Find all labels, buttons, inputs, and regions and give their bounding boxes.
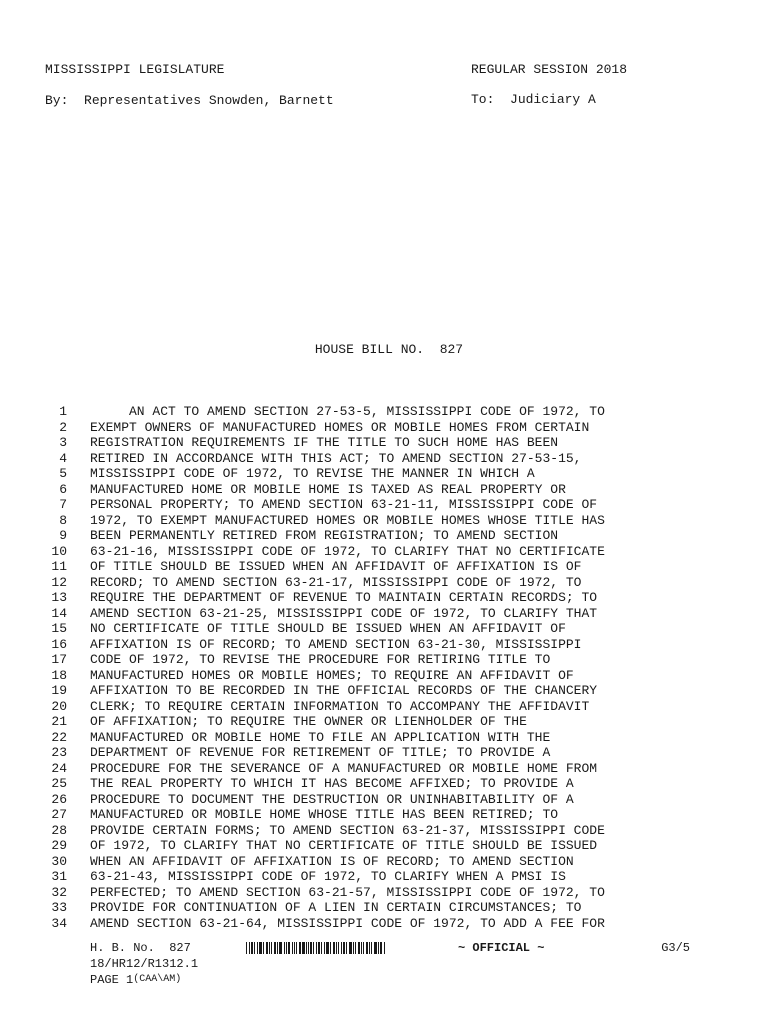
line-number: 22 xyxy=(51,729,67,745)
line-text: OF TITLE SHOULD BE ISSUED WHEN AN AFFIDAVIT OF AFFIXATION IS OF xyxy=(90,559,582,574)
line-number: 10 xyxy=(51,543,67,559)
line-number: 1 xyxy=(59,404,67,419)
bill-line xyxy=(40,420,740,436)
line-text: MANUFACTURED HOMES OR MOBILE HOMES; TO REQUIRE AN AFFIDAVIT OF xyxy=(90,667,574,683)
bill-line xyxy=(40,916,740,932)
bill-line xyxy=(40,451,740,467)
bill-text xyxy=(40,404,740,931)
line-number: 28 xyxy=(51,822,67,838)
line-number: 5 xyxy=(59,466,67,481)
line-text: OF AFFIXATION; TO REQUIRE THE OWNER OR LIENHOLDER OF THE xyxy=(90,714,527,729)
drafter-code: (CAA\AM) xyxy=(133,974,182,985)
line-text: 63-21-16, MISSISSIPPI CODE OF 1972, TO CLARIFY THAT NO CERTIFICATE xyxy=(90,543,605,559)
line-number: 23 xyxy=(51,745,67,760)
session-label: REGULAR SESSION 2018 xyxy=(471,62,628,77)
line-number: 33 xyxy=(51,900,67,915)
bill-line xyxy=(40,838,740,854)
bill-line xyxy=(40,683,740,699)
footer-bill-number: H. B. No. 827 xyxy=(90,941,191,955)
line-text: EXEMPT OWNERS OF MANUFACTURED HOMES OR MOBILE HOMES FROM CERTAIN xyxy=(90,419,590,435)
line-text: RECORD; TO AMEND SECTION 63-21-17, MISSISSIPPI CODE OF 1972, TO xyxy=(90,574,582,590)
page-label: PAGE 1 xyxy=(90,973,134,987)
barcode-icon xyxy=(246,942,386,954)
bill-line xyxy=(40,621,740,637)
bill-line xyxy=(40,869,740,885)
line-number: 15 xyxy=(51,621,67,636)
to-label: To: xyxy=(471,92,495,107)
bill-line xyxy=(40,792,740,808)
line-text: BEEN PERMANENTLY RETIRED FROM REGISTRATION; TO AMEND SECTION xyxy=(90,528,559,543)
bill-line xyxy=(40,652,740,668)
line-number: 26 xyxy=(51,791,67,807)
document-code: 18/HR12/R1312.1 xyxy=(90,957,199,971)
committee-line xyxy=(471,92,596,108)
line-text: REQUIRE THE DEPARTMENT OF REVENUE TO MAINTAIN CERTAIN RECORDS; TO xyxy=(90,590,598,605)
line-number: 4 xyxy=(59,450,67,466)
line-text: REGISTRATION REQUIREMENTS IF THE TITLE TO SUCH HOME HAS BEEN xyxy=(90,435,559,450)
line-text: PROVIDE CERTAIN FORMS; TO AMEND SECTION 63-21-37, MISSISSIPPI CODE xyxy=(90,822,605,838)
committee: Judiciary A xyxy=(510,92,596,107)
line-number: 14 xyxy=(51,605,67,621)
bill-line xyxy=(40,466,740,482)
line-number: 30 xyxy=(51,853,67,869)
legislature-label: MISSISSIPPI LEGISLATURE xyxy=(45,62,225,77)
bill-title: HOUSE BILL NO. 827 xyxy=(314,342,464,357)
line-text: AFFIXATION IS OF RECORD; TO AMEND SECTION 63-21-30, MISSISSIPPI xyxy=(90,636,582,652)
line-text: PROVIDE FOR CONTINUATION OF A LIEN IN CERTAIN CIRCUMSTANCES; TO xyxy=(90,900,582,915)
bill-line xyxy=(40,761,740,777)
line-text: MANUFACTURED OR MOBILE HOME WHOSE TITLE HAS BEEN RETIRED; TO xyxy=(90,807,559,822)
line-number: 29 xyxy=(51,838,67,853)
bill-line xyxy=(40,668,740,684)
bill-line xyxy=(40,900,740,916)
line-text: 63-21-43, MISSISSIPPI CODE OF 1972, TO CLARIFY WHEN A PMSI IS xyxy=(90,869,566,884)
line-number: 31 xyxy=(51,869,67,884)
line-number: 21 xyxy=(51,714,67,729)
bill-line xyxy=(40,544,740,560)
bill-line xyxy=(40,559,740,575)
bill-line xyxy=(40,435,740,451)
line-text: DEPARTMENT OF REVENUE FOR RETIREMENT OF TITLE; TO PROVIDE A xyxy=(90,745,551,760)
bill-line xyxy=(40,606,740,622)
line-number: 7 xyxy=(59,497,67,512)
sponsors-line xyxy=(45,93,334,109)
page-footer xyxy=(90,940,690,988)
bill-line xyxy=(40,575,740,591)
line-text: THE REAL PROPERTY TO WHICH IT HAS BECOME AFFIXED; TO PROVIDE A xyxy=(90,776,574,791)
line-number: 3 xyxy=(59,435,67,450)
line-number: 17 xyxy=(51,652,67,667)
line-number: 2 xyxy=(59,419,67,435)
bill-line xyxy=(40,730,740,746)
bill-line xyxy=(40,637,740,653)
bill-line xyxy=(40,699,740,715)
line-text: AMEND SECTION 63-21-25, MISSISSIPPI CODE OF 1972, TO CLARIFY THAT xyxy=(90,605,598,621)
line-text: MANUFACTURED HOME OR MOBILE HOME IS TAXED AS REAL PROPERTY OR xyxy=(90,481,566,497)
bill-line xyxy=(40,482,740,498)
line-text: AFFIXATION TO BE RECORDED IN THE OFFICIAL RECORDS OF THE CHANCERY xyxy=(90,683,598,698)
line-number: 25 xyxy=(51,776,67,791)
line-number: 34 xyxy=(51,915,67,931)
line-text: PERSONAL PROPERTY; TO AMEND SECTION 63-21-11, MISSISSIPPI CODE OF xyxy=(90,497,598,512)
bill-line xyxy=(40,854,740,870)
bill-line xyxy=(40,885,740,901)
line-text: PROCEDURE TO DOCUMENT THE DESTRUCTION OR UNINHABITABILITY OF A xyxy=(90,791,574,807)
line-number: 24 xyxy=(51,760,67,776)
line-number: 32 xyxy=(51,884,67,900)
bill-line xyxy=(40,776,740,792)
line-text: AN ACT TO AMEND SECTION 27-53-5, MISSISSIPPI CODE OF 1972, TO xyxy=(90,404,605,419)
bill-line xyxy=(40,528,740,544)
line-number: 13 xyxy=(51,590,67,605)
bill-line xyxy=(40,590,740,606)
line-text: 1972, TO EXEMPT MANUFACTURED HOMES OR MOBILE HOMES WHOSE TITLE HAS xyxy=(90,512,605,528)
bill-line xyxy=(40,404,740,420)
line-text: RETIRED IN ACCORDANCE WITH THIS ACT; TO AMEND SECTION 27-53-15, xyxy=(90,450,582,466)
bill-line xyxy=(40,497,740,513)
bill-line xyxy=(40,513,740,529)
bill-line xyxy=(40,823,740,839)
line-text: OF 1972, TO CLARIFY THAT NO CERTIFICATE OF TITLE SHOULD BE ISSUED xyxy=(90,838,598,853)
line-number: 6 xyxy=(59,481,67,497)
by-label: By: xyxy=(45,93,69,108)
line-text: PERFECTED; TO AMEND SECTION 63-21-57, MISSISSIPPI CODE OF 1972, TO xyxy=(90,884,605,900)
line-text: WHEN AN AFFIDAVIT OF AFFIXATION IS OF RECORD; TO AMEND SECTION xyxy=(90,853,574,869)
line-text: PROCEDURE FOR THE SEVERANCE OF A MANUFACTURED OR MOBILE HOME FROM xyxy=(90,760,598,776)
line-number: 9 xyxy=(59,528,67,543)
line-text: MISSISSIPPI CODE OF 1972, TO REVISE THE MANNER IN WHICH A xyxy=(90,466,535,481)
line-number: 19 xyxy=(51,683,67,698)
line-number: 20 xyxy=(51,698,67,714)
line-text: AMEND SECTION 63-21-64, MISSISSIPPI CODE OF 1972, TO ADD A FEE FOR xyxy=(90,915,605,931)
line-number: 11 xyxy=(51,559,67,574)
line-number: 16 xyxy=(51,636,67,652)
line-text: NO CERTIFICATE OF TITLE SHOULD BE ISSUED WHEN AN AFFIDAVIT OF xyxy=(90,621,566,636)
bill-line xyxy=(40,714,740,730)
line-number: 18 xyxy=(51,667,67,683)
sponsors: Representatives Snowden, Barnett xyxy=(84,93,334,108)
official-mark: ~ OFFICIAL ~ xyxy=(458,941,545,955)
line-number: 8 xyxy=(59,512,67,528)
line-text: MANUFACTURED OR MOBILE HOME TO FILE AN APPLICATION WITH THE xyxy=(90,729,551,745)
line-number: 27 xyxy=(51,807,67,822)
bill-line xyxy=(40,745,740,761)
line-text: CODE OF 1972, TO REVISE THE PROCEDURE FOR RETIRING TITLE TO xyxy=(90,652,551,667)
line-number: 12 xyxy=(51,574,67,590)
line-text: CLERK; TO REQUIRE CERTAIN INFORMATION TO ACCOMPANY THE AFFIDAVIT xyxy=(90,698,590,714)
page-code: G3/5 xyxy=(661,941,690,955)
bill-line xyxy=(40,807,740,823)
